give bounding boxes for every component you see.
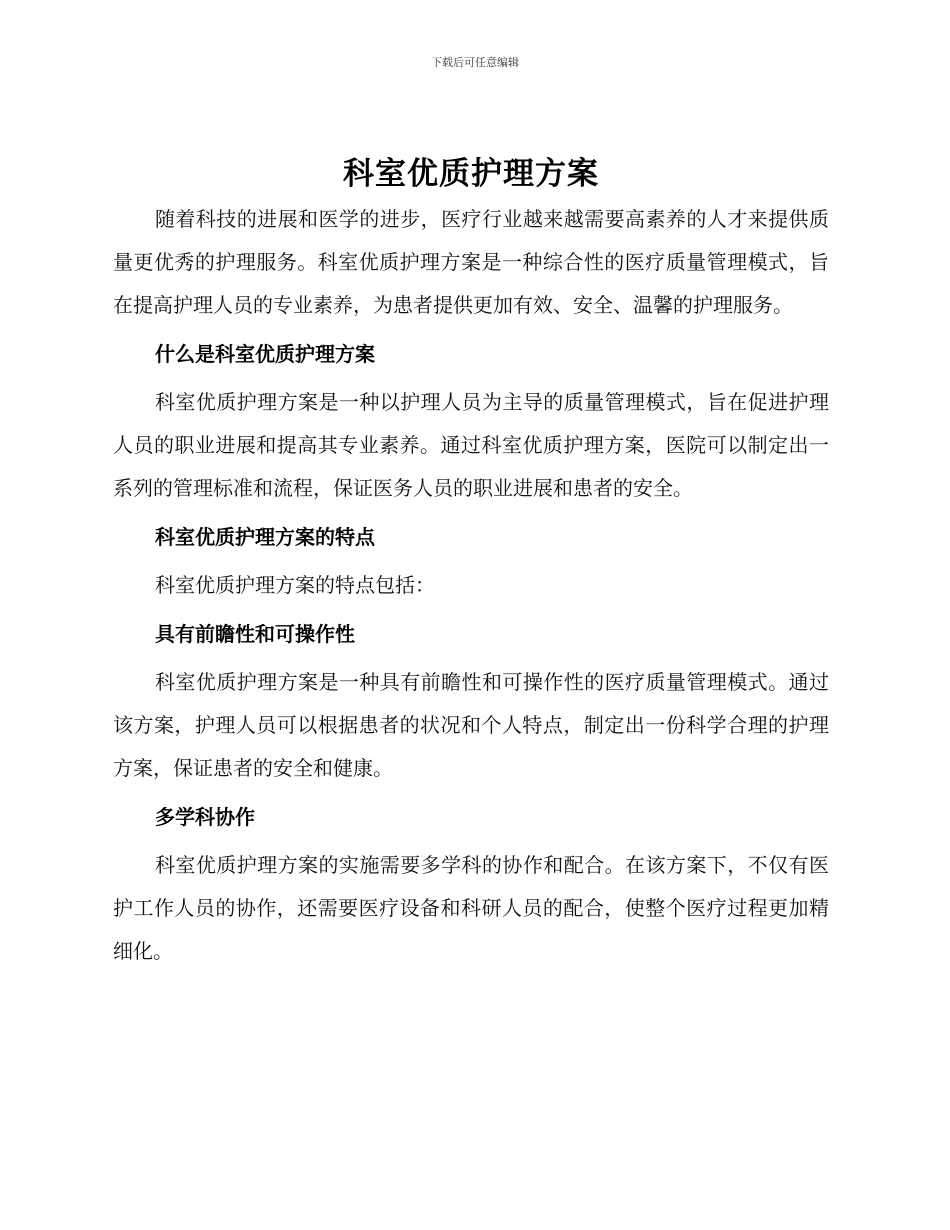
section-heading-features: 科室优质护理方案的特点 (155, 525, 375, 549)
section-heading-what-is: 什么是科室优质护理方案 (155, 342, 375, 366)
section-body-forward-looking: 科室优质护理方案是一种具有前瞻性和可操作性的医疗质量管理模式。通过该方案，护理人员可以根据患者的状况和个人特点，制定出一份科学合理的护理方案，保证患者的安全和健康。 (113, 670, 829, 780)
intro-paragraph: 随着科技的进展和医学的进步，医疗行业越来越需要高素养的人才来提供质量更优秀的护理服务。科室优质护理方案是一种综合性的医疗质量管理模式，旨在提高护理人员的专业素养，为患者提供更加有效、安全、温馨的护理服务。 (113, 207, 829, 317)
section-body-features: 科室优质护理方案的特点包括： (155, 573, 435, 597)
header-note: 下载后可任意编辑 (431, 56, 519, 69)
section-heading-multidisciplinary: 多学科协作 (155, 805, 255, 829)
section-body-multidisciplinary: 科室优质护理方案的实施需要多学科的协作和配合。在该方案下，不仅有医护工作人员的协作，还需要医疗设备和科研人员的配合，使整个医疗过程更加精细化。 (113, 853, 829, 963)
section-heading-forward-looking: 具有前瞻性和可操作性 (155, 622, 355, 646)
section-body-what-is: 科室优质护理方案是一种以护理人员为主导的质量管理模式，旨在促进护理人员的职业进展和提高其专业素养。通过科室优质护理方案，医院可以制定出一系列的管理标准和流程，保证医务人员的职业进展和患者的安全。 (113, 390, 829, 500)
document-body (113, 150, 829, 973)
document-title: 科室优质护理方案 (343, 156, 599, 192)
